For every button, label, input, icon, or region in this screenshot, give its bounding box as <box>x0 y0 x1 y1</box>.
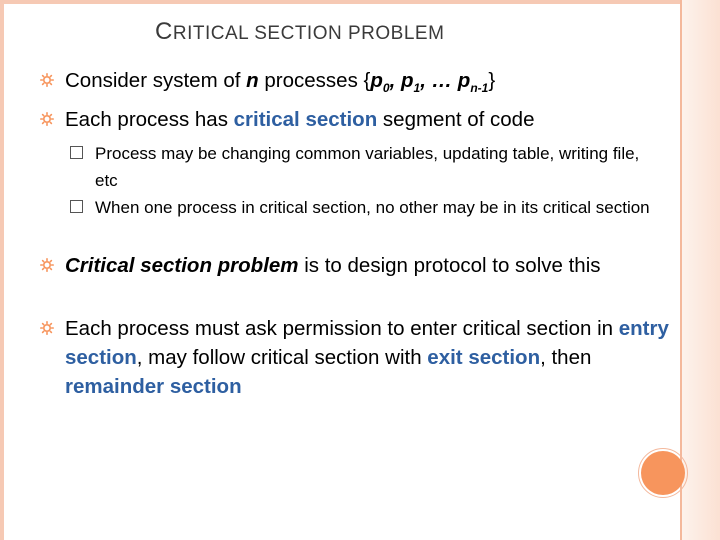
bullet-text-1: Consider system of n processes {$p_0$, $p_1$, … $p_{n-1}$} <box>65 69 496 96</box>
bullet-text-2: Each process has critical section segment of code <box>65 108 535 131</box>
slide-frame-top <box>0 0 720 4</box>
sun-bullet-icon <box>40 112 54 126</box>
slide-frame-left <box>0 0 4 540</box>
sub-bullet-text-1: Process may be changing common variables, updating table, writing file, etc <box>95 144 640 190</box>
sub-bullet-text-2: When one process in critical section, no other may be in its critical section <box>95 198 650 217</box>
decorative-circle <box>641 451 685 495</box>
box-bullet-icon <box>70 146 83 159</box>
bullet-text-3: Critical section problem is to design protocol to solve this <box>65 254 601 277</box>
sun-bullet-icon <box>40 321 54 335</box>
sun-bullet-icon <box>40 258 54 272</box>
slide-frame-right <box>680 0 720 540</box>
box-bullet-icon <box>70 200 83 213</box>
bullet-text-4: Each process must ask permission to enter critical section in entry section, may follow critical section with exit section, then remainder section <box>65 317 669 398</box>
slide-title: CRITICAL SECTION PROBLEM <box>155 18 445 45</box>
sun-bullet-icon <box>40 73 54 87</box>
